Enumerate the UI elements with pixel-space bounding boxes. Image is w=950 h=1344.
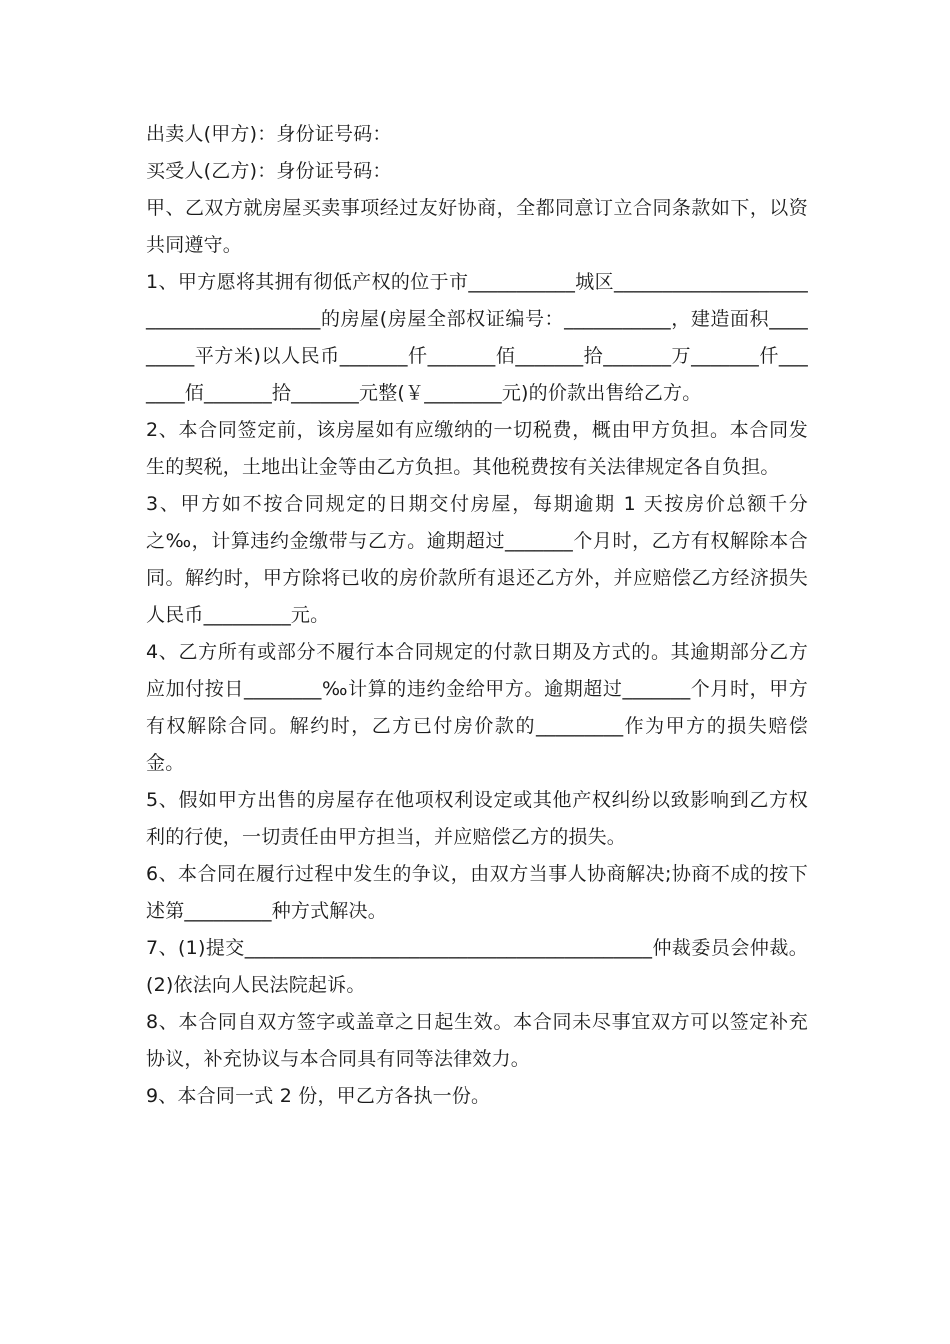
clause-6: 6、本合同在履行过程中发生的争议，由双方当事人协商解决;协商不成的按下述第_________种方式解决。 (146, 863, 808, 922)
clause-9: 9、本合同一式 2 份，甲乙方各执一份。 (146, 1085, 491, 1107)
intro-paragraph: 甲、乙双方就房屋买卖事项经过友好协商，全都同意订立合同条款如下，以资共同遵守。 (146, 197, 808, 256)
clause-4: 4、乙方所有或部分不履行本合同规定的付款日期及方式的。其逾期部分乙方应加付按日________‰计算的违约金给甲方。逾期超过_______个月时，甲方有权解除合同。解约时，乙方已付房价款的_________作为甲方的损失赔偿金。 (146, 641, 808, 774)
clause-5: 5、假如甲方出售的房屋存在他项权利设定或其他产权纠纷以致影响到乙方权利的行使，一切责任由甲方担当，并应赔偿乙方的损失。 (146, 789, 808, 848)
clause-3: 3、甲方如不按合同规定的日期交付房屋，每期逾期 1 天按房价总额千分之‰，计算违约金缴带与乙方。逾期超过_______个月时，乙方有权解除本合同。解约时，甲方除将已收的房价款所有退还乙方外，并应赔偿乙方经济损失人民币_________元。 (146, 493, 808, 626)
seller-line: 出卖人(甲方)：身份证号码： (146, 123, 392, 145)
clause-7: 7、(1)提交__________________________________________仲裁委员会仲裁。(2)依法向人民法院起诉。 (146, 937, 808, 996)
clause-1: 1、甲方愿将其拥有彻低产权的位于市___________城区______________________________________的房屋(房屋全部权证编号：___________，建造面积_________平方米)以人民币_______仟_______佰_______拾_______万_______仟_______佰_______拾_______元整(￥________元)的价款出售给乙方。 (146, 271, 808, 404)
clause-8: 8、本合同自双方签字或盖章之日起生效。本合同未尽事宜双方可以签定补充协议，补充协议与本合同具有同等法律效力。 (146, 1011, 808, 1070)
contract-body (146, 116, 808, 1115)
buyer-line: 买受人(乙方)：身份证号码： (146, 160, 392, 182)
clause-2: 2、本合同签定前，该房屋如有应缴纳的一切税费，概由甲方负担。本合同发生的契税，土地出让金等由乙方负担。其他税费按有关法律规定各自负担。 (146, 419, 808, 478)
